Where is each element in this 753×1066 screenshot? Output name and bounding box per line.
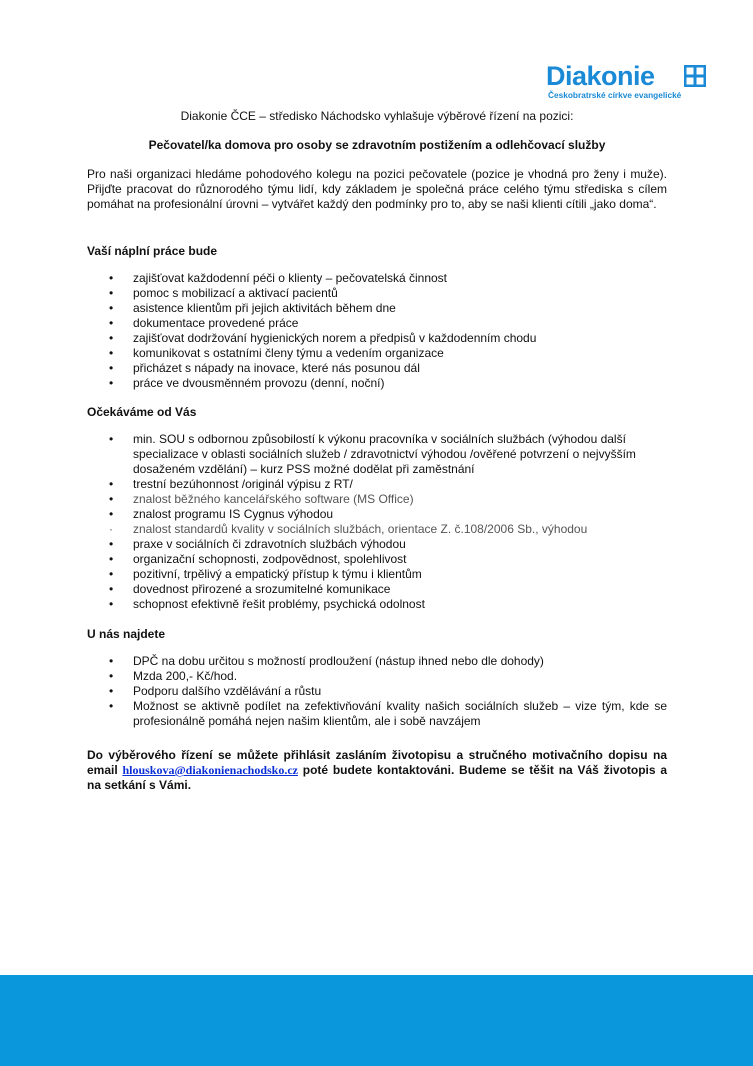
- list-item: • dovednost přirozené a srozumitelné komunikace: [109, 582, 391, 596]
- section-benefits: [87, 627, 667, 729]
- section-duties: [87, 244, 667, 391]
- logo-subtitle: Českobratrské církve evangelické: [548, 90, 682, 100]
- bullet: •: [109, 597, 114, 611]
- requirements-list: [87, 432, 667, 612]
- list-item: • pomoc s mobilizací a aktivací pacientů: [109, 286, 338, 300]
- bullet: •: [109, 432, 114, 446]
- list-item: • přicházet s nápady na inovace, které nás posunou dál: [109, 361, 420, 375]
- footer-band: [0, 975, 753, 1066]
- diakonie-logo: [546, 62, 716, 102]
- benefits-list: [87, 654, 667, 729]
- section-heading: Vaší náplní práce bude: [87, 244, 218, 258]
- section-heading: Očekáváme od Vás: [87, 405, 197, 419]
- bullet: •: [109, 301, 114, 315]
- job-description: Pro naši organizaci hledáme pohodového kolegu na pozici pečovatele (pozice je vhodná pro ženy i muže). Přijďte pracovat do různorodého týmu lidí, kdy základem je společná práce celého týmu střediska s cílem pomáhat na profesionální úrovni – vytvářet každý den podmínky pro to, aby se naši klienti cítili „jako doma“.: [87, 167, 667, 211]
- list-item: • dokumentace provedené práce: [109, 316, 299, 330]
- list-item: • pozitivní, trpělivý a empatický přístup k týmu i klientům: [109, 567, 422, 581]
- bullet: ·: [109, 522, 113, 536]
- list-item: • Podporu dalšího vzdělávání a růstu: [109, 684, 322, 698]
- list-item: • práce ve dvousměnném provozu (denní, noční): [109, 376, 385, 390]
- list-item: • DPČ na dobu určitou s možností prodloužení (nástup ihned nebo dle dohody): [109, 654, 544, 668]
- bullet: •: [109, 684, 114, 698]
- list-item: • zajišťovat dodržování hygienických norem a předpisů v každodenním chodu: [109, 331, 537, 345]
- bullet: •: [109, 507, 114, 521]
- bullet: •: [109, 567, 114, 581]
- list-item: • trestní bezúhonnost /originál výpisu z RT/: [109, 477, 353, 491]
- logo-wordmark: Diakonie: [546, 61, 655, 91]
- diakonie-cross-icon: [684, 65, 706, 87]
- list-item: • znalost programu IS Cygnus výhodou: [109, 507, 334, 521]
- list-item: • praxe v sociálních či zdravotních službách výhodou: [109, 537, 406, 551]
- list-item: • schopnost efektivně řešit problémy, psychická odolnost: [109, 597, 425, 611]
- list-item: • zajišťovat každodenní péči o klienty – pečovatelská činnost: [109, 271, 448, 285]
- bullet: •: [109, 492, 114, 506]
- list-item: • min. SOU s odbornou způsobilostí k výkonu pracovníka v sociálních službách (výhodou další specializace v oblasti sociálních služeb / zdravotnictví výhodou /ověřené potvrzení o nejvyšším dosaženém vzdělání) – kurz PSS možné dodělat při zaměstnání: [109, 432, 636, 476]
- bullet: •: [109, 361, 114, 375]
- section-heading: U nás najdete: [87, 627, 166, 641]
- bullet: •: [109, 477, 114, 491]
- list-item: · znalost standardů kvality v sociálních službách, orientace Z. č.108/2006 Sb., výhodou: [109, 522, 588, 536]
- list-item: • Možnost se aktivně podílet na zefektivňování kvality našich sociálních služeb – vize tým, kde se profesionálně pomáhá nejen našim klientům, ale i sobě navzájem: [109, 699, 667, 728]
- bullet: •: [109, 271, 114, 285]
- bullet: •: [109, 331, 114, 345]
- email-link[interactable]: hlouskova@diakonienachodsko.cz: [122, 763, 298, 777]
- bullet: •: [109, 669, 114, 683]
- list-item: • znalost běžného kancelářského software (MS Office): [109, 492, 414, 506]
- bullet: •: [109, 376, 114, 390]
- job-posting: [87, 109, 667, 793]
- bullet: •: [109, 552, 114, 566]
- bullet: •: [109, 582, 114, 596]
- bullet: •: [109, 699, 114, 713]
- duties-list: [87, 271, 667, 391]
- list-item: • komunikovat s ostatními členy týmu a vedením organizace: [109, 346, 444, 360]
- bullet: •: [109, 537, 114, 551]
- bullet: •: [109, 654, 114, 668]
- list-item: • organizační schopnosti, zodpovědnost, spolehlivost: [109, 552, 407, 566]
- section-requirements: [87, 405, 667, 612]
- bullet: •: [109, 286, 114, 300]
- bullet: •: [109, 346, 114, 360]
- list-item: • Mzda 200,- Kč/hod.: [109, 669, 238, 683]
- bullet: •: [109, 316, 114, 330]
- closing-paragraph: Do výběrového řízení se můžete přihlásit zasláním životopisu a stručného motivačního dopisu na email hlouskova@diakonienachodsko.cz poté budete kontaktováni. Budeme se těšit na Váš životopis a na setkání s Vámi.: [87, 748, 667, 792]
- intro-line: Diakonie ČCE – středisko Náchodsko vyhlašuje výběrové řízení na pozici:: [180, 109, 574, 123]
- list-item: • asistence klientům při jejich aktivitách během dne: [109, 301, 396, 315]
- position-title: Pečovatel/ka domova pro osoby se zdravotním postižením a odlehčovací služby: [148, 138, 606, 152]
